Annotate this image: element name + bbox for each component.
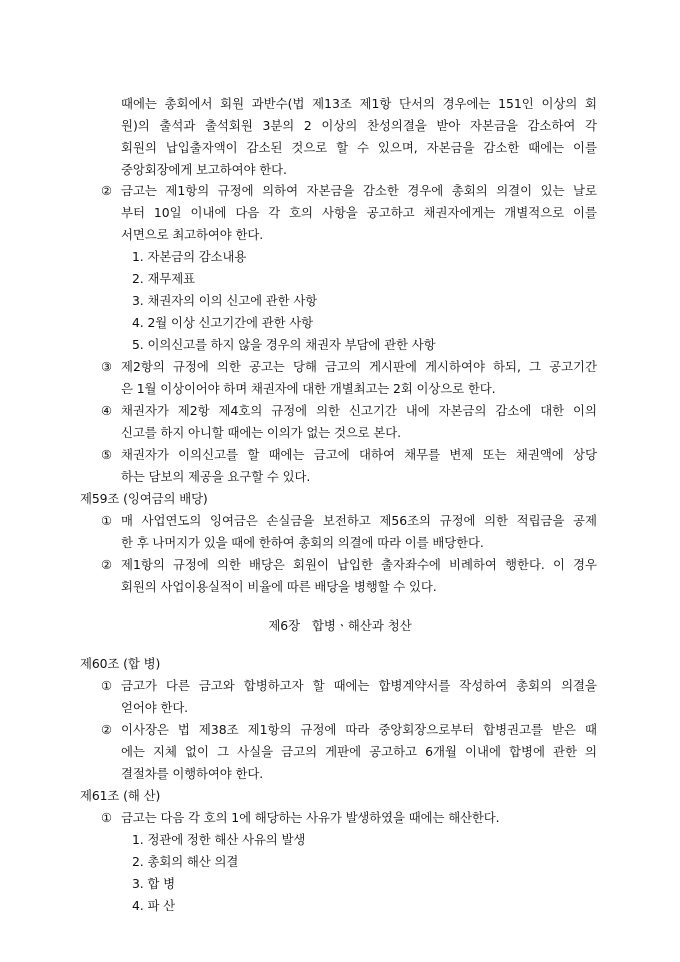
paragraph-line: 금고는 제1항의 규정에 의하여 자본금을 감소한 경우에 총회의 의결이 있는 날로: [121, 183, 597, 198]
list-item: 4. 2월 이상 신고기간에 관한 사항: [132, 315, 314, 330]
clause-marker: ④: [101, 403, 113, 418]
paragraph-line: 중앙회장에게 보고하여야 한다.: [121, 162, 287, 177]
paragraph-line: 회원의 납입출자액이 감소된 것으로 할 수 있으며, 자본금을 감소한 때에는 이를: [121, 140, 597, 155]
article-heading: 제61조 (해 산): [80, 788, 161, 803]
clause-marker: ①: [101, 513, 113, 528]
clause-marker: ②: [101, 557, 113, 572]
paragraph-line: 채권자가 제2항 제4호의 규정에 의한 신고기간 내에 자본금의 감소에 대한 이의: [121, 403, 597, 418]
list-item: 2. 재무제표: [132, 271, 195, 286]
list-item: 5. 이의신고를 하지 않을 경우의 채권자 부담에 관한 사항: [132, 337, 436, 352]
paragraph-line: 때에는 총회에서 회원 과반수(법 제13조 제1항 단서의 경우에는 151인 이상의 회: [121, 96, 597, 111]
article-heading: 제59조 (잉여금의 배당): [80, 491, 208, 506]
chapter-title: 제6장 합병ㆍ해산과 청산: [268, 618, 412, 633]
clause-marker: ①: [101, 810, 113, 825]
article-heading: 제60조 (합 병): [80, 656, 161, 671]
paragraph-line: 하는 담보의 제공을 요구할 수 있다.: [121, 469, 311, 484]
list-item: 3. 합 병: [132, 876, 176, 891]
paragraph-line: 결절차를 이행하여야 한다.: [121, 766, 264, 781]
paragraph-line: 서면으로 최고하여야 한다.: [121, 227, 264, 242]
paragraph-line: 은 1월 이상이어야 하며 채권자에 대한 개별최고는 2회 이상으로 한다.: [121, 381, 496, 396]
paragraph-line: 회원의 사업이용실적이 비율에 따른 배당을 병행할 수 있다.: [121, 579, 437, 594]
paragraph-line: 한 후 나머지가 있을 때에 한하여 총회의 의결에 따라 이를 배당한다.: [121, 535, 484, 550]
list-item: 4. 파 산: [132, 898, 176, 913]
list-item: 1. 정관에 정한 해산 사유의 발생: [132, 832, 306, 847]
paragraph-line: 제2항의 규정에 의한 공고는 당해 금고의 게시판에 게시하여야 하되, 그 공고기간: [121, 359, 597, 374]
paragraph-line: 신고를 하지 아니할 때에는 이의가 없는 것으로 본다.: [121, 425, 401, 440]
paragraph-line: 채권자가 이의신고를 할 때에는 금고에 대하여 채무를 변제 또는 채권액에 상당: [121, 447, 597, 462]
list-item: 2. 총회의 해산 의결: [132, 854, 239, 869]
paragraph-line: 금고는 다음 각 호의 1에 해당하는 사유가 발생하였을 때에는 해산한다.: [121, 810, 500, 825]
paragraph-line: 제1항의 규정에 의한 배당은 회원이 납입한 출자좌수에 비례하여 행한다. 이 경우: [121, 557, 597, 572]
paragraph-line: 에는 지체 없이 그 사실을 금고의 게판에 공고하고 6개월 이내에 합병에 관한 의: [121, 744, 597, 759]
paragraph-line: 이사장은 법 제38조 제1항의 규정에 따라 중앙회장으로부터 합병권고를 받은 때: [121, 722, 597, 737]
paragraph-line: 매 사업연도의 잉여금은 손실금을 보전하고 제56조의 규정에 의한 적립금을 공제: [121, 513, 597, 528]
paragraph-line: 원)의 출석과 출석회원 3분의 2 이상의 찬성의결을 받아 자본금을 감소하여 각: [121, 118, 597, 133]
clause-marker: ②: [101, 183, 113, 198]
list-item: 3. 채권자의 이의 신고에 관한 사항: [132, 293, 318, 308]
clause-marker: ⑤: [101, 447, 113, 462]
paragraph-line: 금고가 다른 금고와 합병하고자 할 때에는 합병계약서를 작성하여 총회의 의결을: [121, 678, 597, 693]
paragraph-line: 얻어야 한다.: [121, 700, 189, 715]
clause-marker: ②: [101, 722, 113, 737]
list-item: 1. 자본금의 감소내용: [132, 249, 247, 264]
paragraph-line: 부터 10일 이내에 다음 각 호의 사항을 공고하고 채권자에게는 개별적으로 이를: [121, 205, 597, 220]
clause-marker: ③: [101, 359, 113, 374]
clause-marker: ①: [101, 678, 113, 693]
